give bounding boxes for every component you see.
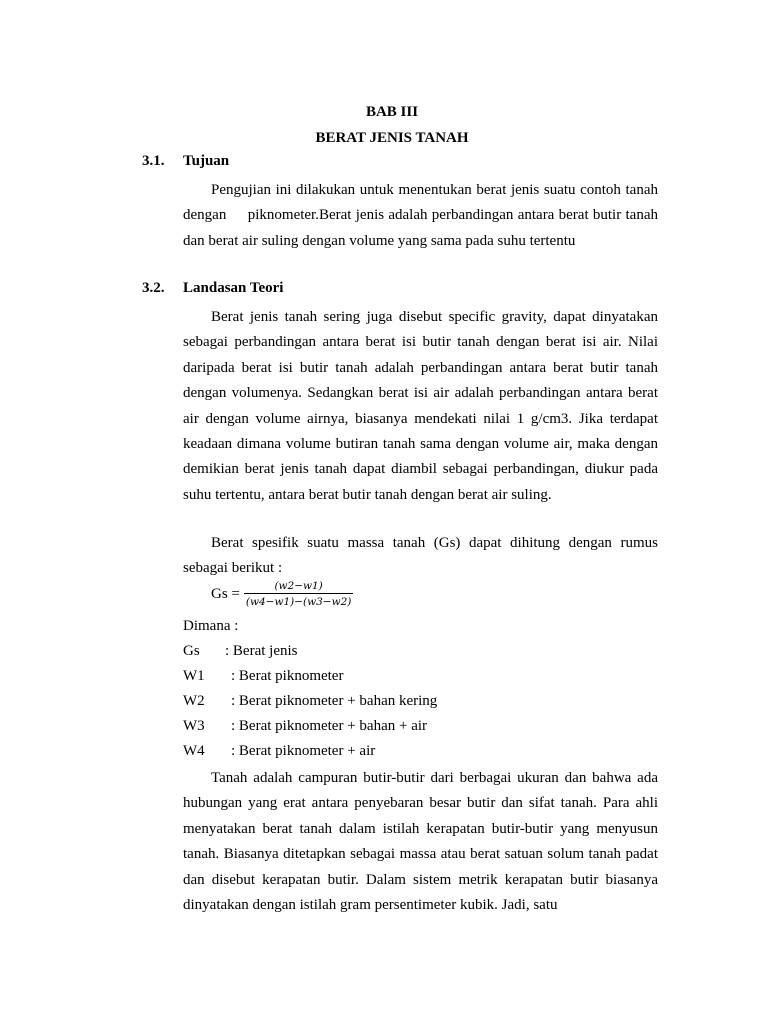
paragraph-rumus-intro: Berat spesifik suatu massa tanah (Gs) dapat dihitung dengan rumus sebagai berikut : bbox=[183, 535, 658, 577]
chapter-title: BERAT JENIS TANAH bbox=[315, 130, 469, 146]
legend-description: : Berat piknometer + air bbox=[231, 743, 376, 759]
legend-symbol: W3 bbox=[183, 718, 205, 734]
legend-row bbox=[183, 743, 375, 760]
legend-symbol: Gs bbox=[183, 643, 200, 659]
section-heading-landasan-teori bbox=[142, 280, 283, 297]
section-title: Landasan Teori bbox=[183, 280, 284, 296]
paragraph-landasan-teori: Berat jenis tanah sering juga disebut specific gravity, dapat dinyatakan sebagai perbandingan antara berat isi butir tanah dengan berat isi air. Nilai daripada berat isi butir tanah adalah perbandingan antara berat butir tanah dengan volumenya. Sedangkan berat isi air adalah perbandingan antara berat air dengan volume airnya, biasanya mendekati nilai 1 g/cm3. Jika terdapat keadaan dimana volume butiran tanah sama dengan volume air, maka dengan demikian berat jenis tanah dapat diambil sebagai perbandingan, diukur pada suhu tertentu, antara berat butir tanah dengan berat air suling. bbox=[183, 309, 658, 503]
paragraph-tujuan: Pengujian ini dilakukan untuk menentukan berat jenis suatu contoh tanah dengan piknometer.Berat jenis adalah perbandingan antara berat butir tanah dan berat air suling dengan volume yang sama pada suhu tertentu bbox=[183, 182, 662, 249]
section-number: 3.1. bbox=[142, 153, 165, 169]
legend-description: : Berat piknometer + bahan kering bbox=[231, 693, 438, 709]
gs-formula bbox=[211, 580, 353, 608]
section-heading-tujuan bbox=[142, 153, 229, 170]
chapter-number: BAB III bbox=[365, 104, 419, 120]
legend-row bbox=[183, 643, 297, 660]
legend-description: : Berat piknometer + bahan + air bbox=[231, 718, 428, 734]
formula-fraction bbox=[244, 580, 353, 608]
section-title: Tujuan bbox=[183, 153, 230, 169]
legend-symbol: W2 bbox=[183, 693, 205, 709]
legend-row bbox=[183, 693, 437, 710]
legend-description: : Berat piknometer bbox=[231, 668, 344, 684]
formula-denominator: (w4−w1)−(w3−w2) bbox=[244, 593, 353, 608]
formula-numerator: (w2−w1) bbox=[274, 580, 323, 592]
formula-lhs: Gs = bbox=[211, 585, 240, 602]
legend-description: : Berat jenis bbox=[225, 643, 298, 659]
legend-intro: Dimana : bbox=[183, 618, 239, 634]
legend-row bbox=[183, 718, 427, 735]
legend-row bbox=[183, 668, 343, 685]
legend-symbol: W4 bbox=[183, 743, 205, 759]
legend-symbol: W1 bbox=[183, 668, 205, 684]
section-number: 3.2. bbox=[142, 280, 165, 296]
paragraph-kerapatan-butir: Tanah adalah campuran butir-butir dari berbagai ukuran dan bahwa ada hubungan yang erat antara penyebaran besar butir dan sifat tanah. Para ahli menyatakan berat tanah dalam istilah kerapatan butir-butir yang menyusun tanah. Biasanya ditetapkan sebagai massa atau berat satuan solum tanah padat dan disebut kerapatan butir. Dalam sistem metrik kerapatan butir biasanya dinyatakan dengan istilah gram persentimeter kubik. Jadi, satu bbox=[183, 770, 658, 914]
